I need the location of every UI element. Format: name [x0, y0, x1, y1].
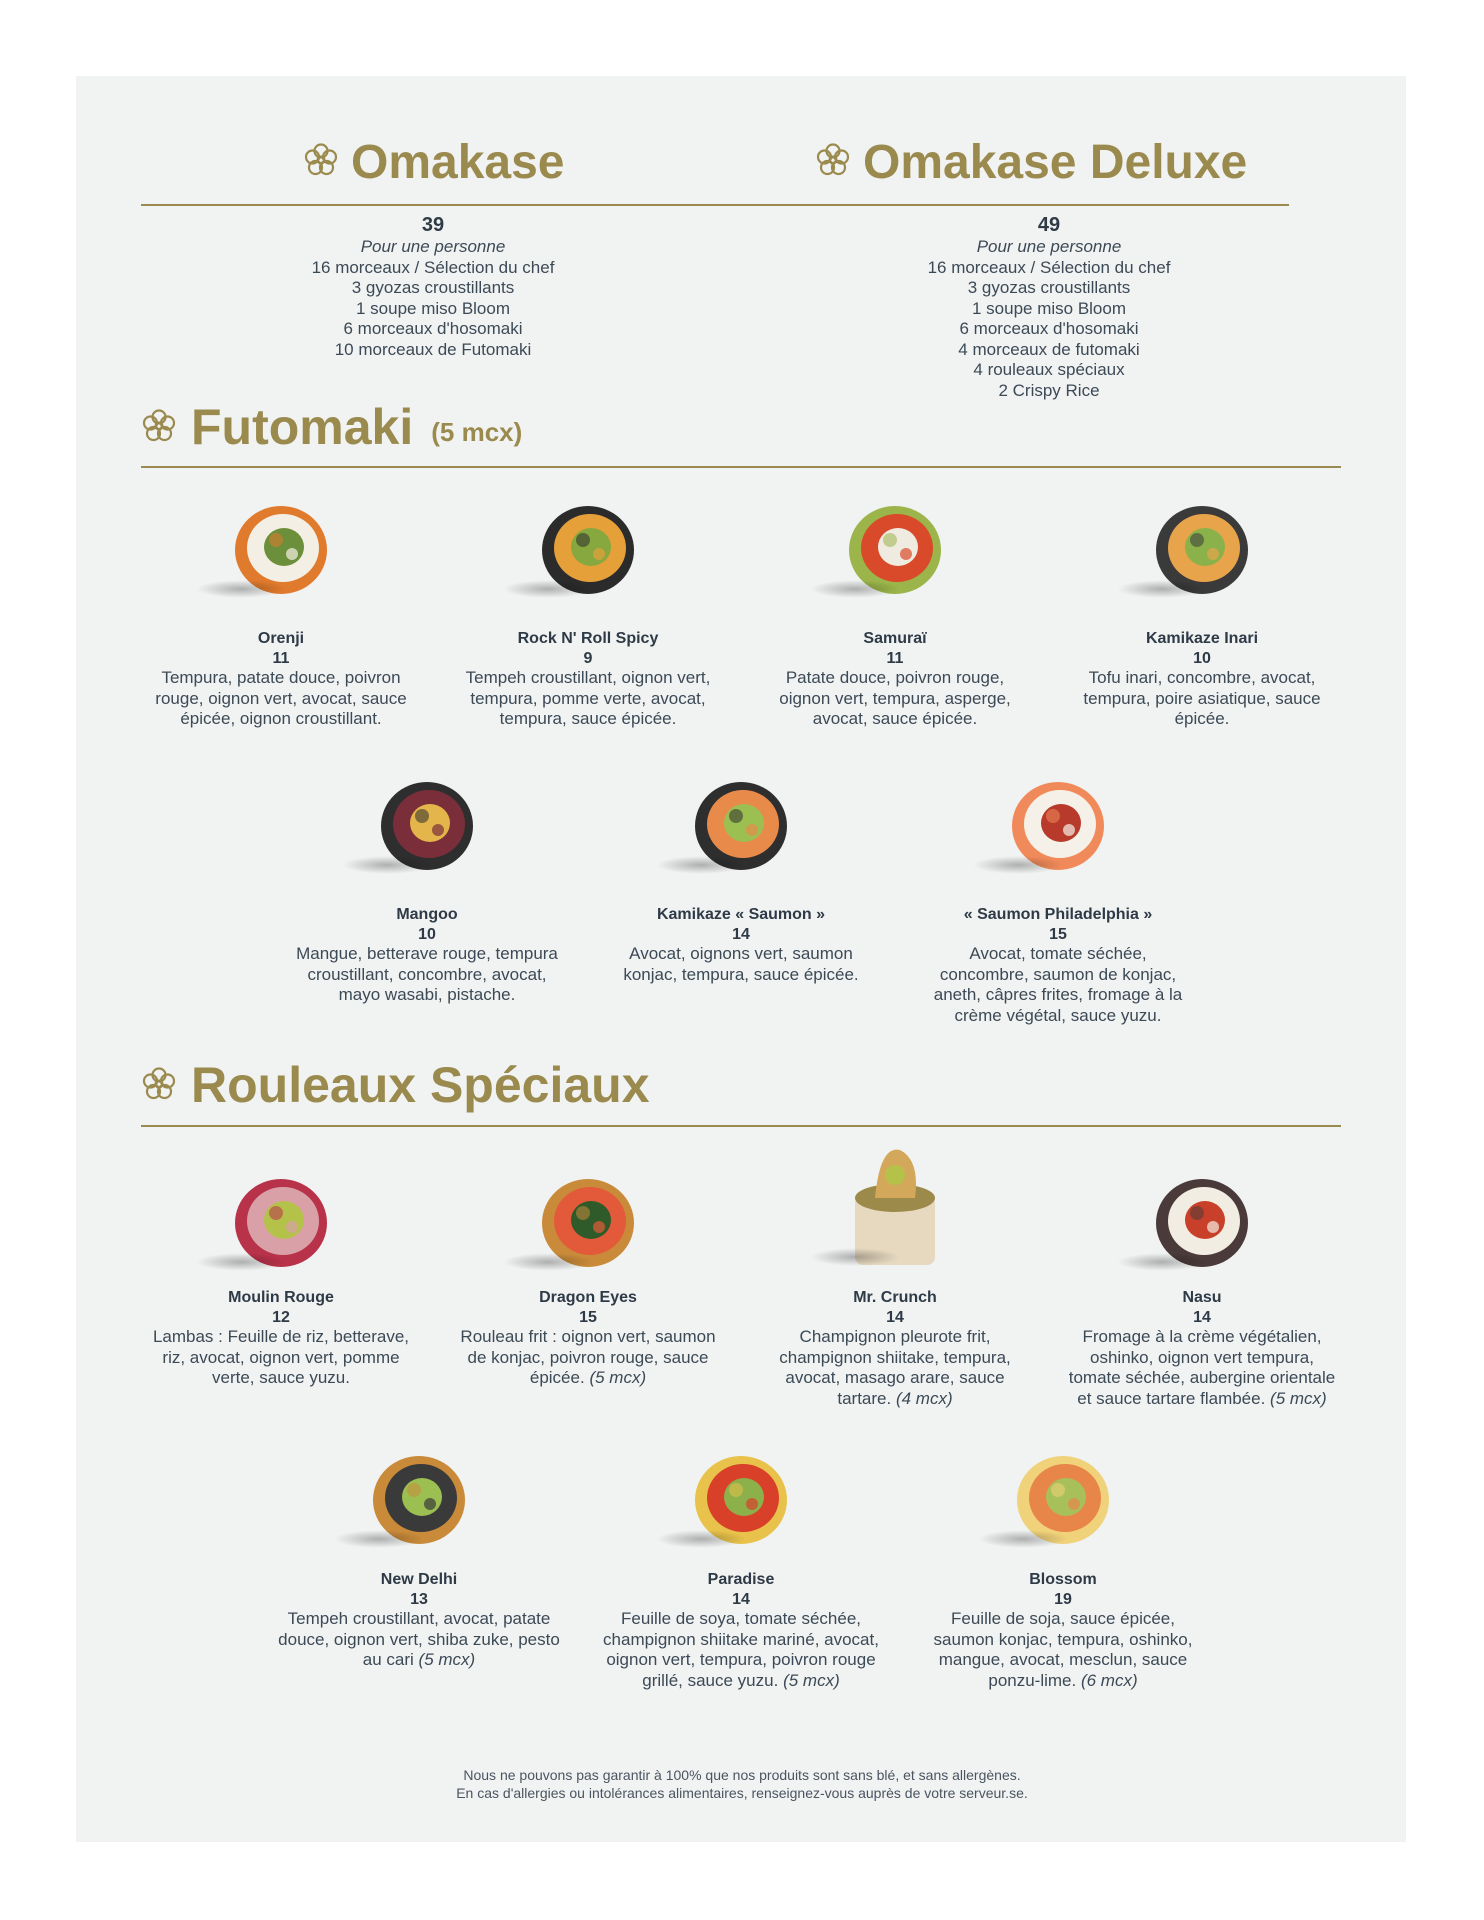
item-price: 14	[1193, 1309, 1211, 1326]
omakase-deluxe-line: 1 soupe miso Bloom	[971, 298, 1127, 318]
special-mr-crunch-image	[840, 1140, 950, 1270]
omakase-line: 16 morceaux / Sélection du chef	[311, 257, 555, 277]
futomaki-subtitle: (5 mcx)	[431, 416, 523, 447]
menu-item	[146, 492, 416, 728]
omakase-details	[263, 213, 603, 360]
menu-item	[621, 768, 861, 984]
item-description	[453, 1327, 723, 1389]
special-nasu-image	[1147, 1165, 1257, 1275]
menu-item	[1067, 1165, 1337, 1408]
item-name: Nasu	[1182, 1289, 1222, 1306]
flower-icon	[141, 398, 177, 456]
omakase-deluxe-price: 49	[1037, 214, 1061, 236]
futomaki-kamikaze-inari-image	[1147, 492, 1257, 602]
item-price: 12	[272, 1309, 290, 1326]
item-description-text: Tempura, patate douce, poivron rouge, oignon vert, avocat, sauce épicée, oignon croustillant.	[155, 668, 407, 728]
omakase-price: 39	[421, 214, 445, 236]
item-price: 10	[1193, 650, 1211, 667]
futomaki-orenji-image	[226, 492, 336, 602]
item-description-text: Fromage à la crème végétalien, oshinko, oignon vert tempura, tomate séchée, aubergine orientale et sauce tartare flambée.	[1068, 1327, 1336, 1408]
item-description-text: Feuille de soja, sauce épicée, saumon konjac, tempura, oshinko, mangue, avocat, mesclun, sauce ponzu-lime.	[933, 1609, 1193, 1690]
item-description	[928, 1609, 1198, 1691]
futomaki-title-text: Futomaki	[191, 399, 414, 455]
menu-item	[760, 492, 1030, 728]
item-description-text: Mangue, betterave rouge, tempura croustillant, concombre, avocat, mayo wasabi, pistache.	[296, 944, 558, 1004]
item-price: 15	[579, 1309, 597, 1326]
item-description-text: Patate douce, poivron rouge, oignon vert, tempura, asperge, avocat, sauce épicée.	[779, 668, 1011, 728]
item-name: Rock N' Roll Spicy	[517, 630, 659, 647]
speciaux-title-text: Rouleaux Spéciaux	[191, 1057, 650, 1113]
item-name: Kamikaze Inari	[1145, 630, 1259, 647]
futomaki-kamikaze-saumon-image	[686, 768, 796, 878]
menu-item	[760, 1140, 1030, 1408]
item-price: 10	[418, 926, 436, 943]
item-piece-count: (5 mcx)	[1270, 1388, 1327, 1408]
item-piece-count: (6 mcx)	[1080, 1670, 1138, 1690]
item-price: 14	[886, 1309, 904, 1326]
allergen-line-1: Nous ne pouvons pas garantir à 100% que nos produits sont sans blé, et sans allergènes.	[463, 1767, 1021, 1783]
item-name: Dragon Eyes	[539, 1289, 637, 1306]
item-price: 11	[272, 650, 290, 667]
special-new-delhi-image	[364, 1442, 474, 1552]
item-price: 14	[732, 1591, 750, 1608]
item-description	[760, 1327, 1030, 1409]
item-price: 14	[732, 926, 750, 943]
item-description-text: Rouleau frit : oignon vert, saumon de konjac, poivron rouge, sauce épicée.	[460, 1327, 716, 1387]
speciaux-divider	[141, 1125, 1341, 1127]
omakase-deluxe-line: 4 rouleaux spéciaux	[973, 360, 1125, 379]
item-price: 13	[410, 1591, 428, 1608]
omakase-line: 10 morceaux de Futomaki	[334, 339, 532, 359]
flower-icon	[141, 1056, 177, 1114]
item-description-text: Champignon pleurote frit, champignon shiitake, tempura, avocat, masago arare, sauce tartare.	[779, 1327, 1011, 1408]
omakase-divider	[141, 204, 1289, 206]
menu-item	[292, 768, 562, 1004]
item-piece-count: (5 mcx)	[418, 1650, 476, 1669]
item-price: 19	[1054, 1591, 1072, 1608]
item-name: Moulin Rouge	[228, 1289, 334, 1306]
menu-item	[928, 1442, 1198, 1690]
omakase-deluxe-title	[815, 135, 1247, 190]
item-description	[292, 944, 562, 1006]
item-description	[596, 1609, 886, 1691]
omakase-per: Pour une personne	[360, 237, 506, 256]
omakase-line: 6 morceaux d'hosomaki	[343, 319, 523, 338]
item-name: New Delhi	[380, 1571, 458, 1588]
omakase-title	[303, 135, 565, 190]
omakase-deluxe-line: 6 morceaux d'hosomaki	[959, 319, 1139, 338]
omakase-deluxe-title-text: Omakase Deluxe	[863, 136, 1248, 189]
item-name: Samuraï	[863, 630, 927, 647]
futomaki-divider	[141, 466, 1341, 468]
item-name: Mangoo	[396, 906, 458, 923]
allergen-notice	[0, 1766, 1484, 1802]
omakase-deluxe-per: Pour une personne	[976, 237, 1122, 256]
menu-item	[1067, 492, 1337, 728]
special-dragon-eyes-image	[533, 1165, 643, 1275]
omakase-deluxe-line: 3 gyozas croustillants	[967, 278, 1131, 297]
item-description-text: Tofu inari, concombre, avocat, tempura, poire asiatique, sauce épicée.	[1083, 668, 1321, 728]
allergen-line-2: En cas d'allergies ou intolérances alimentaires, renseignez-vous auprès de votre serveur.se.	[456, 1785, 1028, 1801]
item-name: Paradise	[707, 1571, 775, 1588]
item-description	[146, 668, 416, 730]
flower-icon	[303, 135, 339, 190]
item-description-text: Feuille de soya, tomate séchée, champignon shiitake mariné, avocat, oignon vert, tempura, poivron rouge grillé, sauce yuzu.	[603, 1609, 879, 1690]
menu-item	[923, 768, 1193, 1025]
item-piece-count: (5 mcx)	[783, 1670, 840, 1690]
menu-item	[453, 1165, 723, 1387]
menu-item	[146, 1165, 416, 1387]
item-name: Orenji	[257, 630, 305, 647]
item-description-text: Lambas : Feuille de riz, betterave, riz, avocat, oignon vert, pomme verte, sauce yuzu.	[152, 1327, 410, 1387]
omakase-deluxe-line: 4 morceaux de futomaki	[958, 339, 1140, 359]
futomaki-rock-n-roll-image	[533, 492, 643, 602]
omakase-deluxe-line: 16 morceaux / Sélection du chef	[927, 257, 1171, 277]
item-description	[923, 944, 1193, 1026]
item-description	[760, 668, 1030, 730]
omakase-deluxe-line: 2 Crispy Rice	[998, 380, 1100, 400]
item-price: 15	[1049, 926, 1067, 943]
item-description	[621, 944, 861, 985]
menu-item	[274, 1442, 564, 1669]
item-name: Kamikaze « Saumon »	[656, 906, 826, 923]
item-description	[274, 1609, 564, 1671]
flower-icon	[815, 135, 851, 190]
futomaki-samurai-image	[840, 492, 950, 602]
futomaki-mangoo-image	[372, 768, 482, 878]
item-description-text: Tempeh croustillant, avocat, patate douce, oignon vert, shiba zuke, pesto au cari	[278, 1609, 560, 1669]
special-blossom-image	[1008, 1442, 1118, 1552]
item-name: Mr. Crunch	[853, 1289, 937, 1306]
item-description	[1067, 668, 1337, 730]
item-piece-count: (5 mcx)	[589, 1368, 647, 1387]
item-description	[453, 668, 723, 730]
item-price: 9	[583, 650, 593, 667]
item-name: Blossom	[1029, 1571, 1097, 1588]
menu-item	[596, 1442, 886, 1690]
futomaki-title	[141, 398, 522, 456]
special-moulin-rouge-image	[226, 1165, 336, 1275]
item-piece-count: (4 mcx)	[895, 1388, 953, 1408]
item-description	[1067, 1327, 1337, 1409]
item-description-text: Tempeh croustillant, oignon vert, tempura, pomme verte, avocat, tempura, sauce épicée.	[465, 668, 711, 728]
futomaki-saumon-philadelphia-image	[1003, 768, 1113, 878]
omakase-line: 3 gyozas croustillants	[351, 278, 515, 297]
omakase-deluxe-details	[879, 213, 1219, 401]
item-price: 11	[886, 650, 904, 667]
speciaux-title	[141, 1056, 650, 1114]
item-description-text: Avocat, oignons vert, saumon konjac, tempura, sauce épicée.	[623, 944, 859, 984]
item-description	[146, 1327, 416, 1389]
omakase-title-text: Omakase	[351, 136, 565, 189]
item-description-text: Avocat, tomate séchée, concombre, saumon de konjac, aneth, câpres frites, fromage à la crème végétal, sauce yuzu.	[933, 944, 1183, 1025]
special-paradise-image	[686, 1442, 796, 1552]
menu-item	[453, 492, 723, 728]
item-name: « Saumon Philadelphia »	[963, 906, 1153, 923]
omakase-line: 1 soupe miso Bloom	[355, 298, 511, 318]
